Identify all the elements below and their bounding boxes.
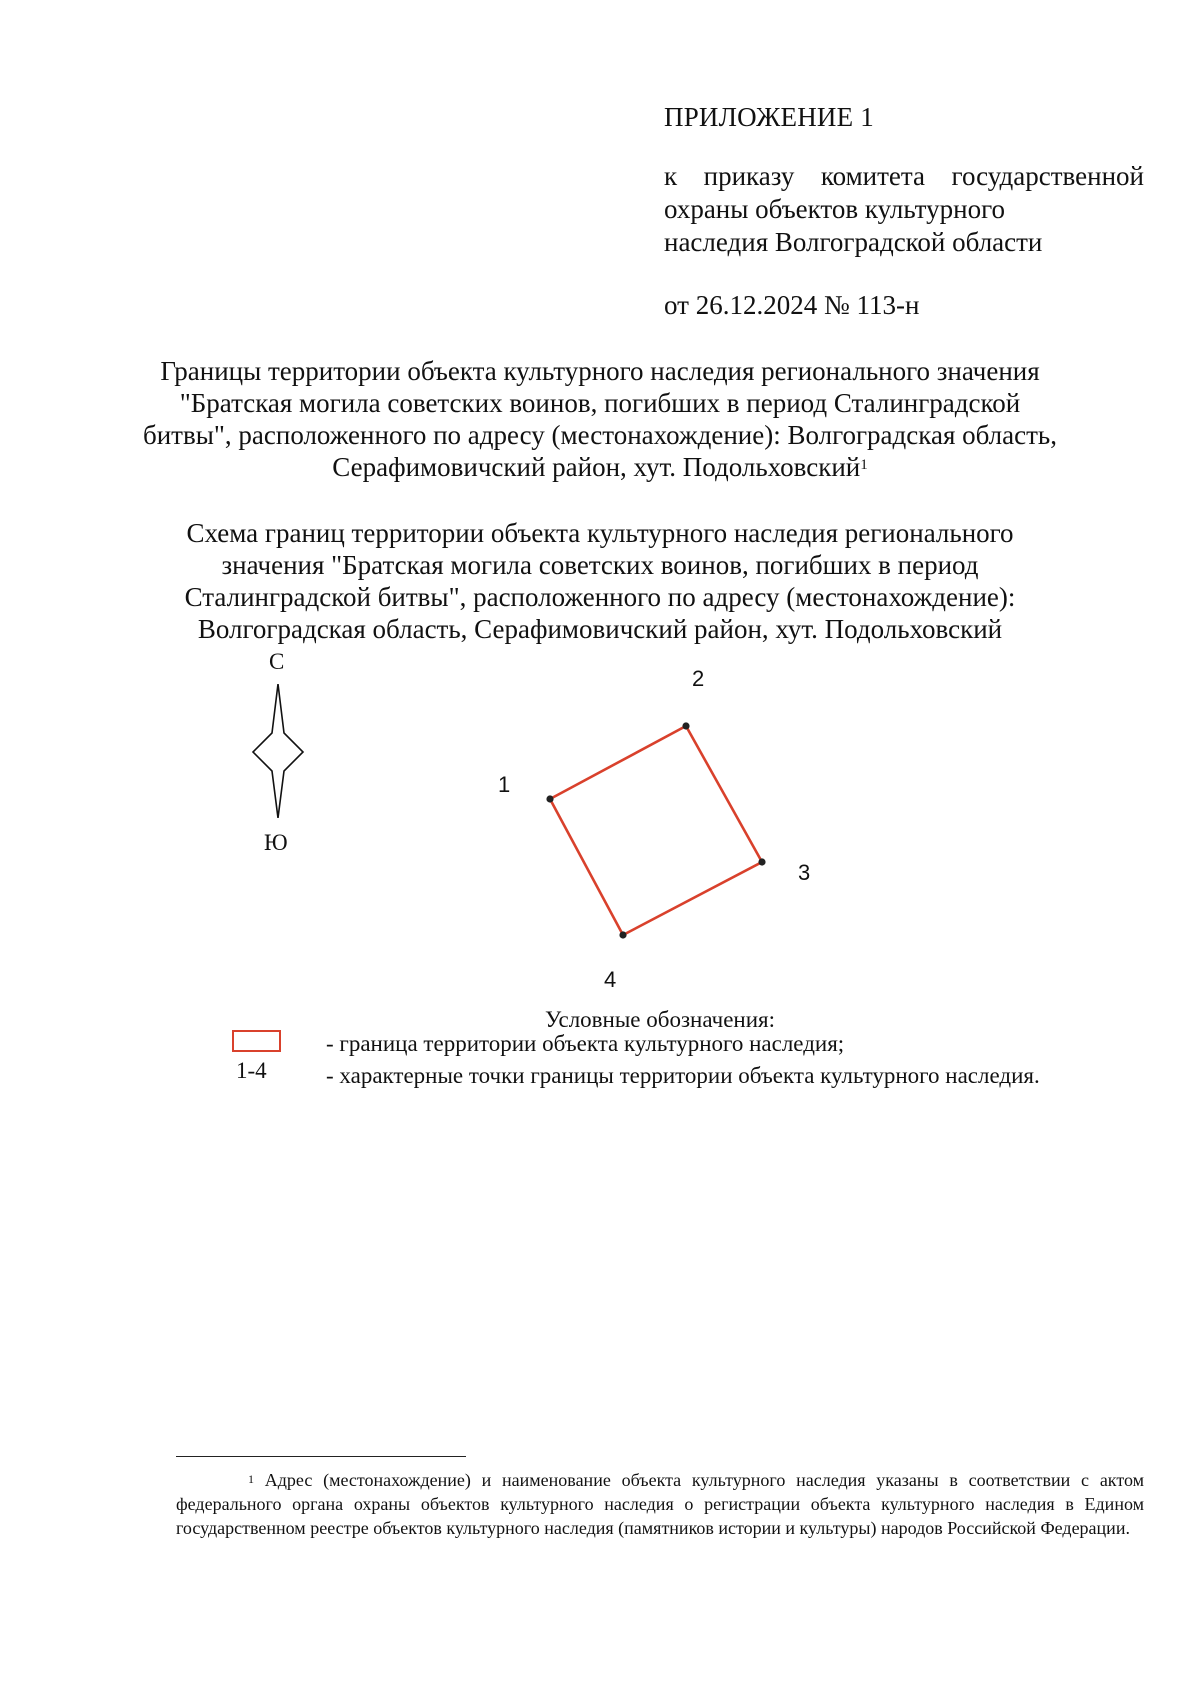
order-word: государственной	[951, 161, 1144, 191]
document-title-line: Границы территории объекта культурного наследия регионального значения	[160, 356, 1040, 386]
document-title-line: "Братская могила советских воинов, погибших в период Сталинградской	[179, 388, 1021, 418]
scheme-title	[130, 517, 1070, 645]
boundary-point-2	[682, 722, 689, 729]
scheme-title-line: значения "Братская могила советских воинов, погибших в период	[221, 550, 979, 580]
boundary-point-3	[758, 858, 765, 865]
legend-boundary-swatch	[232, 1030, 281, 1052]
boundary-point-1	[546, 795, 553, 802]
document-title	[100, 355, 1100, 483]
footnote-text: Адрес (местонахождение) и наименование объекта культурного наследия указаны в соответствии с актом федерального органа охраны объектов культурного наследия о регистрации объекта культурного наследия в Едином государственном реестре объектов культурного наследия (памятников истории и культуры) народов Российской Федерации.	[176, 1470, 1144, 1538]
order-date: от 26.12.2024 № 113-н	[664, 290, 920, 320]
order-word: комитета	[820, 161, 926, 191]
scheme-title-line: Сталинградской битвы", расположенного по адресу (местонахождение):	[184, 582, 1016, 612]
order-reference-line-1	[664, 160, 1144, 193]
point-label-1: 1	[498, 772, 511, 797]
legend-points-code: 1-4	[236, 1058, 267, 1083]
scheme-title-line: Волгоградская область, Серафимовичский район, хут. Подольховский	[197, 614, 1003, 644]
compass-south-label: Ю	[264, 830, 288, 855]
order-word: к	[664, 161, 678, 191]
scheme-title-line: Схема границ территории объекта культурного наследия регионального	[186, 518, 1014, 548]
legend-points-description: - характерные точки границы территории объекта культурного наследия.	[326, 1063, 1040, 1088]
territory-boundary-polygon	[0, 640, 1200, 1000]
document-title-line: битвы", расположенного по адресу (местонахождение): Волгоградская область,	[143, 420, 1057, 450]
boundary-line	[550, 726, 762, 935]
boundary-scheme-map	[0, 640, 1200, 1000]
point-label-3: 3	[798, 860, 811, 885]
legend-title: Условные обозначения:	[544, 1007, 776, 1032]
boundary-point-4	[619, 931, 626, 938]
footnote-reference[interactable]: 1	[860, 457, 868, 473]
footnote-separator	[176, 1456, 466, 1457]
order-reference	[664, 160, 1144, 259]
order-word: приказу	[703, 161, 795, 191]
order-reference-line-3: наследия Волгоградской области	[664, 227, 1043, 257]
point-label-4: 4	[604, 967, 617, 992]
footnote	[176, 1468, 1144, 1540]
footnote-mark: 1	[248, 1472, 254, 1486]
document-title-line	[100, 451, 1100, 483]
compass-north-label: С	[269, 649, 285, 674]
order-reference-line-2: охраны объектов культурного	[664, 194, 1005, 224]
point-label-2: 2	[692, 666, 705, 691]
document-title-line-text: Серафимовичский район, хут. Подольховский	[332, 452, 861, 482]
appendix-title: ПРИЛОЖЕНИЕ 1	[664, 102, 874, 132]
legend-boundary-description: - граница территории объекта культурного наследия;	[326, 1031, 845, 1056]
